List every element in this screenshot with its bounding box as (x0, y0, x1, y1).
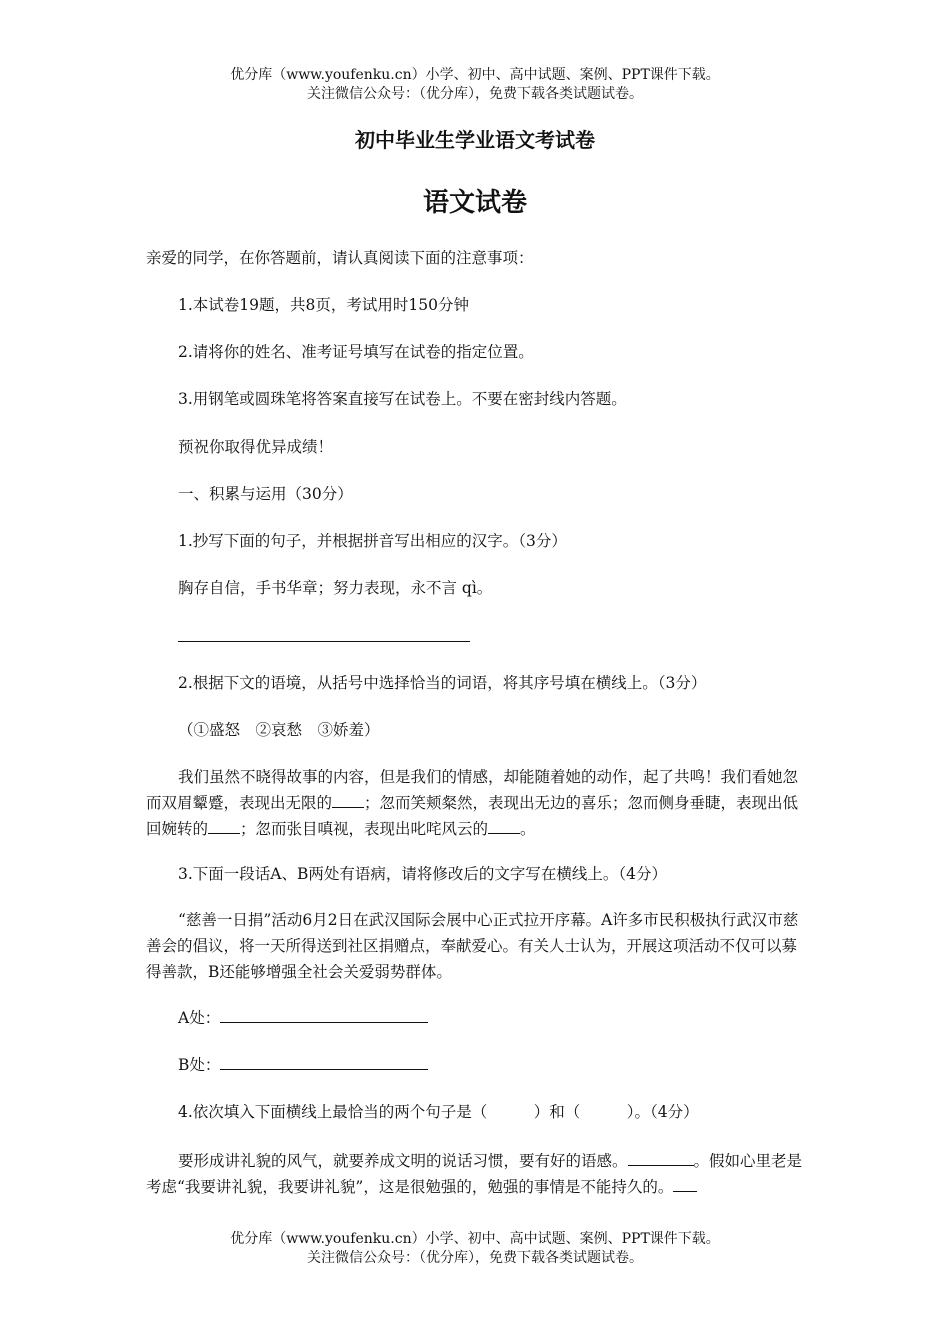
header-line-2: 关注微信公众号：（优分库），免费下载各类试题试卷。 (307, 86, 643, 102)
q1-prompt: 1.抄写下面的句子，并根据拼音写出相应的汉字。（3分） (178, 532, 567, 550)
note-3: 3.用钢笔或圆珠笔将答案直接写在试卷上。不要在密封线内答题。 (178, 390, 627, 408)
q2-blank-3[interactable] (488, 819, 520, 834)
page-footer (0, 1230, 950, 1268)
q1-sentence: 胸存自信，手书华章；努力表现，永不言 qì。 (178, 579, 493, 597)
note-2: 2.请将你的姓名、准考证号填写在试卷的指定位置。 (178, 343, 534, 361)
footer-line-2: 关注微信公众号：（优分库），免费下载各类试题试卷。 (307, 1250, 643, 1266)
exam-title: 初中毕业生学业语文考试卷 (355, 128, 595, 152)
q3-blank-b[interactable] (220, 1055, 428, 1070)
q2-passage-part-b: ；忽而笑颊粲然，表现出无边的喜乐；忽而侧身垂睫，表现出低回婉转的 (146, 794, 799, 838)
header-line-1: 优分库（www.youfenku.cn）小学、初中、高中试题、案例、PPT课件下载。 (230, 67, 720, 83)
q2-passage-part-d: 。 (520, 820, 536, 838)
q3-answer-a (178, 1006, 428, 1028)
q3-label-a: A处： (178, 1009, 221, 1027)
q4-passage-part-b: 。假如心里老是考虑“我要讲礼貌，我要讲礼貌”，这是很勉强的，勉强的事情是不能持久的。 (146, 1152, 803, 1196)
q2-blank-1[interactable] (332, 793, 364, 808)
q4-blank-1[interactable] (628, 1151, 694, 1166)
section-heading: 一、积累与运用（30分） (178, 485, 353, 503)
q2-passage (146, 764, 806, 842)
q2-options: （①盛怒 ②哀愁 ③娇羞） (178, 721, 380, 739)
q2-passage-part-c: ；忽而张目嗔视，表现出叱咤风云的 (240, 820, 489, 838)
q1-answer-line[interactable] (178, 641, 470, 642)
q4-passage-part-a: 要形成讲礼貌的风气，就要养成文明的说话习惯，要有好的语感。 (178, 1152, 628, 1170)
footer-line-1: 优分库（www.youfenku.cn）小学、初中、高中试题、案例、PPT课件下载。 (230, 1231, 720, 1247)
page-header (0, 66, 950, 104)
q3-prompt: 3.下面一段话A、B两处有语病，请将修改后的文字写在横线上。（4分） (178, 865, 667, 883)
note-1: 1.本试卷19题，共8页，考试用时150分钟 (178, 296, 469, 314)
wish-text: 预祝你取得优异成绩！ (178, 438, 334, 456)
q3-passage: “慈善一日捐”活动6月2日在武汉国际会展中心正式拉开序幕。A许多市民积极执行武汉市慈善会的倡议，将一天所得送到社区捐赠点，奉献爱心。有关人士认为，开展这项活动不仅可以募得善款，B还能够增强全社会关爱弱势群体。 (146, 911, 799, 981)
q2-passage-part-a: 我们虽然不晓得故事的内容，但是我们的情感，却能随着她的动作，起了共鸣！我们看她忽而双眉颦蹙，表现出无限的 (146, 768, 799, 812)
q3-answer-b (178, 1053, 428, 1075)
intro-text: 亲爱的同学，在你答题前，请认真阅读下面的注意事项： (146, 249, 534, 267)
q4-prompt: 4.依次填入下面横线上最恰当的两个句子是（ ）和（ ）。（4分） (178, 1103, 699, 1121)
q3-blank-a[interactable] (220, 1008, 428, 1023)
q4-blank-2[interactable] (673, 1177, 697, 1192)
q3-label-b: B处： (178, 1056, 221, 1074)
q4-passage (146, 1148, 806, 1200)
exam-subtitle: 语文试卷 (422, 188, 527, 218)
q2-blank-2[interactable] (208, 819, 240, 834)
q2-prompt: 2.根据下文的语境，从括号中选择恰当的词语，将其序号填在横线上。（3分） (178, 674, 707, 692)
